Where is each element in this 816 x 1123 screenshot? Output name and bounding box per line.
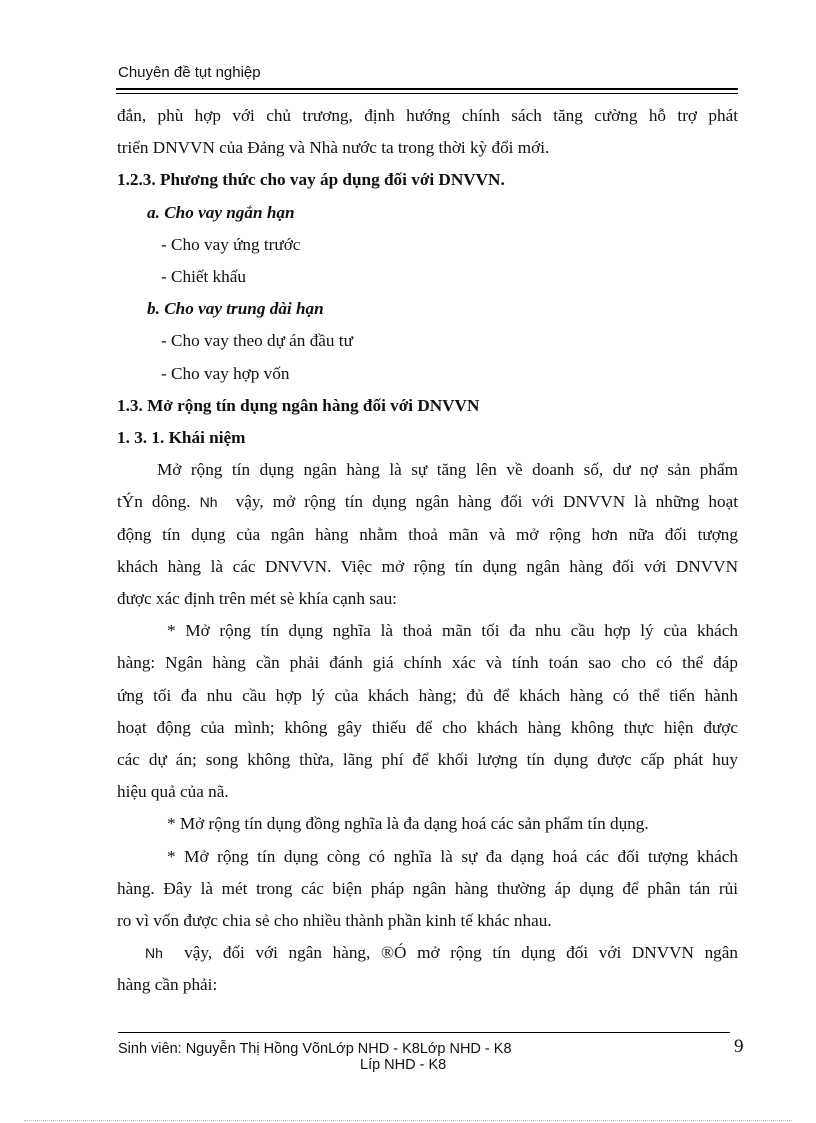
list-item: - Cho vay ứng trước — [161, 234, 301, 254]
footer-class-info: Líp NHD - K8 — [360, 1057, 447, 1073]
text-line: * Mở rộng tín dụng đồng nghĩa là đa dạng hoá các sản phẩm tín dụng. — [167, 814, 649, 834]
page-break-line — [24, 1120, 792, 1121]
subsection-heading: b. Cho vay trung dài hạn — [147, 299, 324, 319]
text-line: hàng. Đây là mét trong các biện pháp ngân hàng thường áp dụng để phân tán rủi — [117, 878, 738, 898]
text-line: được xác định trên mét sè khía cạnh sau: — [117, 589, 397, 609]
page-number: 9 — [734, 1036, 744, 1057]
footer-rule — [118, 1032, 730, 1033]
text-line: hàng: Ngân hàng cần phải đánh giá chính xác và tính toán sao cho có thể đáp — [117, 653, 738, 673]
text-line: ro vì vốn được chia sẻ cho nhiều thành phần kinh tế khác nhau. — [117, 911, 552, 931]
subsection-heading: a. Cho vay ngắn hạn — [147, 202, 295, 222]
text-line: triển DNVVN của Đảng và Nhà nước ta trong thời kỳ đổi mới. — [117, 138, 550, 158]
section-heading: 1.2.3. Phương thức cho vay áp dụng đối với DNVVN. — [117, 170, 505, 190]
list-item: - Cho vay theo dự án đầu tư — [161, 331, 353, 351]
text-line: khách hàng là các DNVVN. Việc mở rộng tín dụng ngân hàng đối với DNVVN — [117, 556, 738, 576]
document-body — [117, 100, 738, 1002]
list-item: - Cho vay hợp vốn — [161, 363, 290, 383]
header-rule-thin — [116, 93, 738, 94]
section-heading: 1.3. Mở rộng tín dụng ngân hàng đối với DNVVN — [117, 395, 480, 415]
header-rule-thick — [116, 88, 738, 90]
text-line: các dự án; song không thừa, lãng phí để khối lượng tín dụng được cấp phát huy — [117, 750, 738, 770]
text-line: hiệu quả của nã. — [117, 782, 229, 802]
text-line: tÝn dông. Nh vậy, mở rộng tín dụng ngân hàng đối với DNVVN là những hoạt — [117, 492, 739, 512]
page-header: Chuyên đề tụt nghiệp — [118, 64, 261, 81]
text-line: hàng cần phải: — [117, 975, 218, 995]
text-line: Mở rộng tín dụng ngân hàng là sự tăng lên về doanh số, dư nợ sản phẩm — [157, 460, 738, 480]
footer-student-info: Sinh viên: Nguyễn Thị Hồng VõnLớp NHD - K8Lớp NHD - K8 — [118, 1041, 512, 1057]
text-line: * Mở rộng tín dụng còng có nghĩa là sự đa dạng hoá các đối tượng khách — [167, 846, 738, 866]
text-line: Nh vậy, đối với ngân hàng, ®Ó mở rộng tín dụng đối với DNVVN ngân — [145, 943, 738, 963]
text-line: hoạt động của mình; không gây thiếu để cho khách hàng không thực hiện được — [117, 717, 738, 737]
text-line: ứng tối đa nhu cầu hợp lý của khách hàng; đủ để khách hàng có thể tiến hành — [117, 685, 738, 705]
text-line: * Mở rộng tín dụng nghĩa là thoả mãn tối đa nhu cầu hợp lý của khách — [167, 621, 738, 641]
section-heading: 1. 3. 1. Khái niệm — [117, 428, 246, 448]
text-line: động tín dụng của ngân hàng nhằm thoả mãn và mở rộng hơn nữa đối tượng — [117, 524, 738, 544]
list-item: - Chiết khấu — [161, 267, 246, 287]
text-line: đắn, phù hợp với chủ trương, định hướng chính sách tăng cường hỗ trợ phát — [117, 106, 738, 125]
